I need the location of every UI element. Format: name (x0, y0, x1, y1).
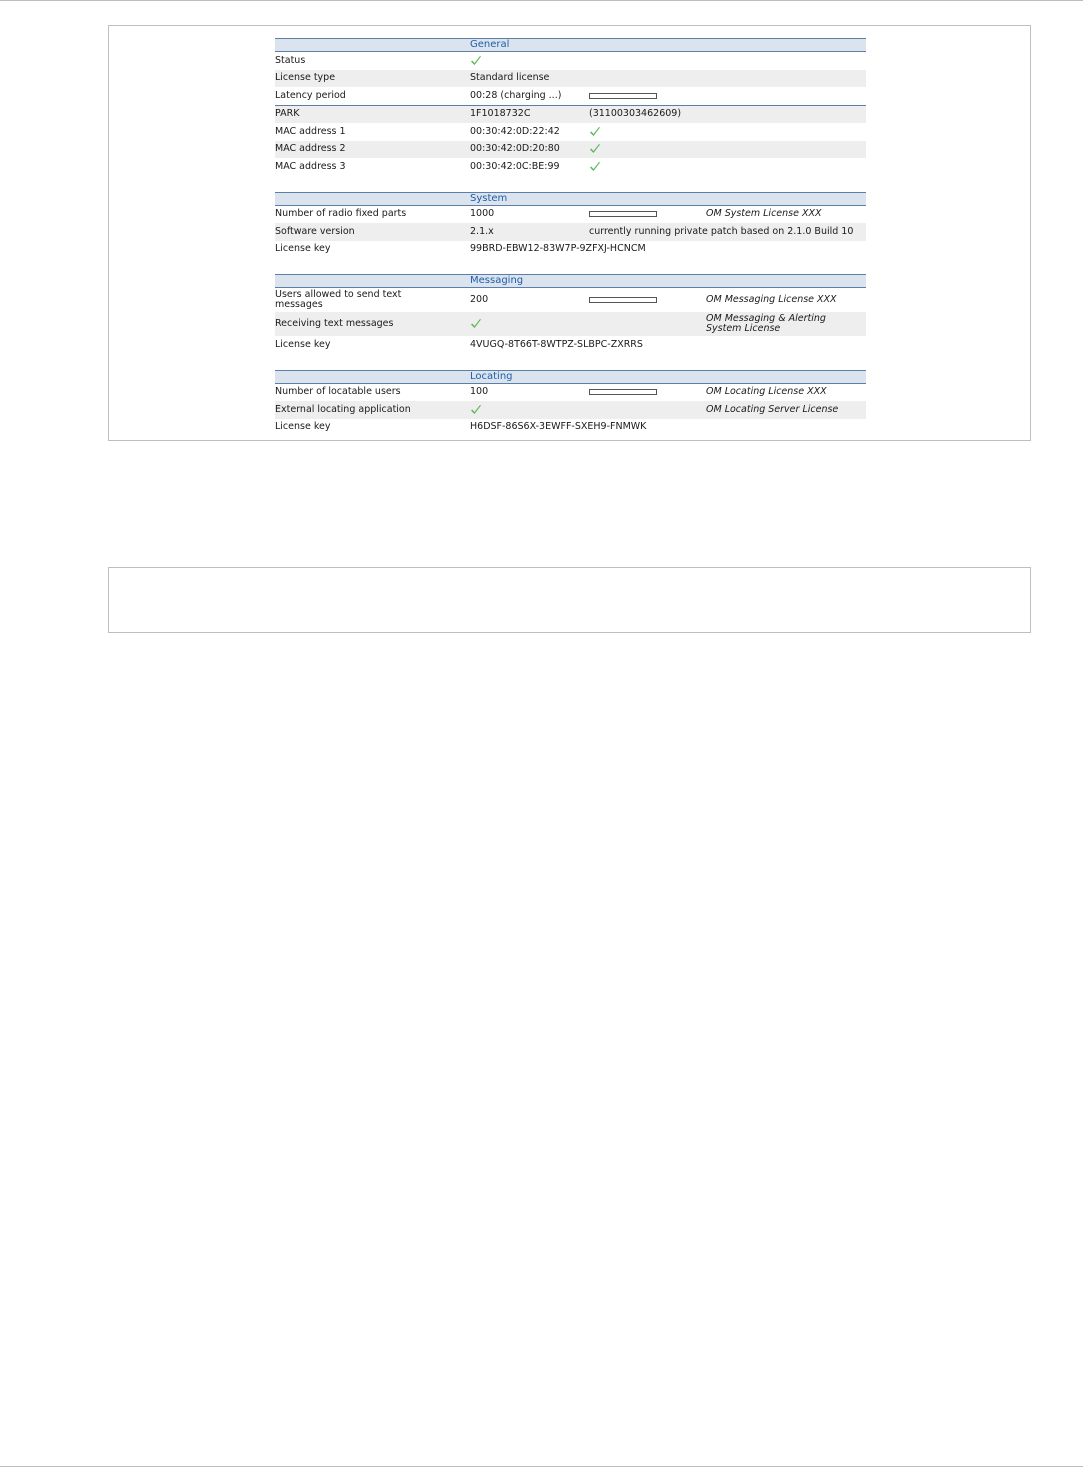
row-locating-license-key (275, 419, 866, 437)
row-mac-1 (275, 123, 866, 141)
value: 1000 (470, 208, 495, 220)
label: License key (275, 243, 331, 255)
label: License type (275, 72, 336, 84)
value: 00:30:42:0D:20:80 (470, 143, 560, 155)
label: License key (275, 338, 331, 350)
label: MAC address 2 (275, 143, 346, 155)
row-park (275, 105, 866, 124)
bottom-rule (0, 1466, 1083, 1467)
license-name: OM Locating Server License (706, 403, 839, 415)
note: currently running private patch based on 2.1.0 Build 10 (589, 225, 854, 237)
row-messaging-license-key (275, 336, 866, 354)
section-title: Locating (470, 370, 513, 382)
value: 00:28 (charging ...) (470, 89, 562, 101)
value: Standard license (470, 72, 550, 84)
value: H6DSF-86S6X-3EWFF-SXEH9-FNMWK (470, 421, 647, 433)
label: MAC address 1 (275, 125, 346, 137)
row-mac-2 (275, 141, 866, 159)
section-title: Messaging (470, 275, 524, 286)
progress-bar (589, 93, 657, 99)
checkmark-icon (589, 161, 601, 173)
section-title: System (470, 192, 508, 204)
checkmark-icon (470, 55, 482, 67)
license-table (275, 38, 866, 436)
checkmark-icon (589, 126, 601, 138)
value: 00:30:42:0C:BE:99 (470, 160, 560, 172)
top-rule (0, 0, 1083, 1)
license-screenshot-frame (108, 25, 1031, 441)
license-name: OM Messaging License XXX (706, 294, 837, 305)
row-locatable-users (275, 384, 866, 402)
row-status (275, 52, 866, 70)
value: 99BRD-EBW12-83W7P-9ZFXJ-HCNCM (470, 243, 646, 255)
section-header-general (275, 38, 866, 52)
label: MAC address 3 (275, 160, 346, 172)
value: 200 (470, 294, 489, 305)
progress-bar (589, 389, 657, 395)
value: 00:30:42:0D:22:42 (470, 125, 560, 137)
license-name: OM Messaging & Alerting System License (706, 313, 826, 334)
row-latency (275, 87, 866, 105)
checkmark-icon (589, 143, 601, 155)
checkmark-icon (470, 318, 482, 330)
license-name: OM System License XXX (706, 208, 822, 220)
value: 4VUGQ-8T66T-8WTPZ-SLBPC-ZXRRS (470, 338, 643, 350)
label: Software version (275, 225, 355, 237)
label: Status (275, 54, 306, 66)
row-receiving-text-messages (275, 312, 866, 336)
progress-bar (589, 211, 657, 217)
row-software-version (275, 223, 866, 241)
section-header-locating (275, 370, 866, 384)
value: 1F1018732C (470, 108, 531, 120)
row-radio-fixed-parts (275, 206, 866, 224)
label: Users allowed to send text messages (275, 289, 402, 310)
row-license-type (275, 70, 866, 88)
section-header-system (275, 192, 866, 206)
extra: (31100303462609) (589, 108, 682, 120)
label: Latency period (275, 89, 346, 101)
label: External locating application (275, 403, 411, 415)
label: Number of radio fixed parts (275, 208, 407, 220)
value: 2.1.x (470, 225, 494, 237)
section-header-messaging (275, 274, 866, 288)
row-system-license-key (275, 241, 866, 259)
section-title: General (470, 39, 510, 50)
label: Receiving text messages (275, 318, 394, 329)
row-external-locating (275, 401, 866, 419)
license-name: OM Locating License XXX (706, 386, 827, 398)
value: 100 (470, 386, 489, 398)
label: Number of locatable users (275, 386, 401, 398)
label: License key (275, 421, 331, 433)
row-mac-3 (275, 158, 866, 176)
label: PARK (275, 108, 300, 120)
row-messaging-users (275, 288, 866, 312)
checkmark-icon (470, 404, 482, 416)
empty-note-frame (108, 567, 1031, 633)
progress-bar (589, 297, 657, 303)
